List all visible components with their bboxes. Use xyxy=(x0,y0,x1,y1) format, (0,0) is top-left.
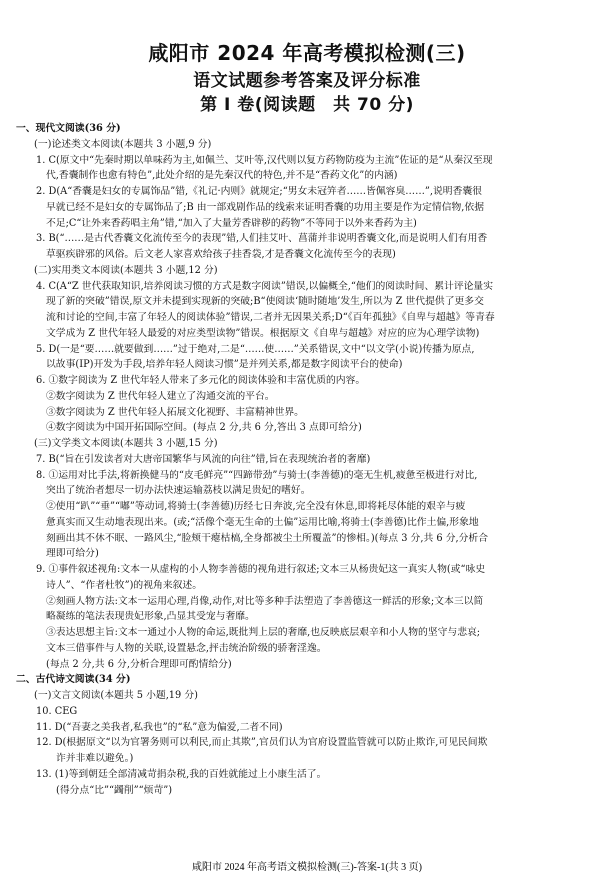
document-title: 咸阳市 2024 年高考模拟检测(三) xyxy=(148,41,466,65)
answer-line: 文本三借事件与人物的关联,设置悬念,抨击统治阶级的骄奢淫逸。 xyxy=(46,642,327,654)
answer-line: 草驱疾辟邪的风俗。后文老人家喜欢给孩子挂香袋,才是香囊文化流传至今的表现) xyxy=(46,249,396,260)
answer-line: ③数字阅读为 Z 世代年轻人拓展文化视野、丰富精神世界。 xyxy=(46,406,304,418)
answer-line: 3. B(“……是古代香囊文化流传至今的表现”错,人们挂艾叶、菖蒲并非说明香囊文化,而是说明人们有用香 xyxy=(36,233,488,245)
answer-line: 早就已经不是妇女的专属饰品了;B 由一部戏剧作品的线索来证明香囊的功用主要是作为定情信物,依据 xyxy=(46,201,484,213)
answer-line: 4. C(A“Z 世代获取知识,培养阅读习惯的方式是数字阅读”错误,以偏概全,“他们的阅读时间、累计评论量实 xyxy=(36,280,494,292)
answer-line: 理即可给分) xyxy=(46,548,99,560)
answer-line: ②刻画人物方法:文本一运用心理,肖像,动作,对比等多种手法塑造了李善德这一鲜活的形象;文本三以简 xyxy=(46,595,484,607)
answer-line: 8. ①运用对比手法,将新换健马的“皮毛鲜亮”“四蹄带劲”与骑士(李善德)的毫无生机,疲惫至极进行对比, xyxy=(36,469,478,481)
page-footer: 咸阳市 2024 年高考语文模拟检测(三)-答案-1(共 3 页) xyxy=(192,862,422,873)
answer-line: 1. C(原文中“先秦时期以单味药为主,如佩兰、艾叶等,汉代则以复方药物防疫为主流”佐证的是“从秦汉至现 xyxy=(36,154,493,166)
answer-line: 突出了统治者想尽一切办法快速运输荔枝以满足贵妃的嗜好。 xyxy=(46,485,311,497)
answer-line: 13. (1)等到朝廷全部清减苛捐杂税,我的百姓就能过上小康生活了。 xyxy=(36,768,327,780)
answer-line: 以故事(IP)开发为手段,培养年轻人阅读习惯”是并列关系,都是数字阅读平台的使命) xyxy=(46,359,403,371)
answer-line: 11. D(“吾妻之美我者,私我也”的“私”意为偏爱,二者不同) xyxy=(36,721,283,733)
answer-line: 略凝练的笔法表现贵妃形象,凸显其受宠与奢靡。 xyxy=(46,611,255,623)
answer-line: 2. D(A“香囊是妇女的专属饰品”错,《礼记·内则》就规定;“男女未冠笄者……皆佩容臭……”,说明香囊很 xyxy=(36,186,482,197)
section-heading: 一、现代文阅读(36 分) xyxy=(16,123,121,134)
subsection-heading: (三)文学类文本阅读(本题共 3 小题,15 分) xyxy=(34,438,218,449)
subsection-heading: (二)实用类文本阅读(本题共 3 小题,12 分) xyxy=(34,264,218,276)
document-subtitle: 语文试题参考答案及评分标准 xyxy=(193,71,421,91)
answer-line: (得分点“比”“蠲削”“烦苛”) xyxy=(56,784,173,796)
answer-line: ④数字阅读为中国开拓国际空间。(每点 2 分,共 6 分,答出 3 点即可给分) xyxy=(46,422,362,434)
answer-line: 诗人”、“作者杜牧”)的视角来叙述。 xyxy=(46,579,203,591)
section-heading-volume: 第 I 卷(阅读题 共 70 分) xyxy=(200,95,414,115)
answer-line: 不足;C“让外来香药唱主角”错,“加入了大量芳香辟秽的药物”不等同于以外来香药为主) xyxy=(46,217,417,229)
section-heading: 二、古代诗文阅读(34 分) xyxy=(16,674,131,686)
answer-line: 7. B(“旨在引发读者对大唐帝国繁华与风流的向往”错,旨在表现统治者的奢靡) xyxy=(36,453,371,465)
answer-line: 5. D(一是“要……就要做到……”过于绝对,二是“……使……”关系错误,文中“以文学(小说)传播为原点, xyxy=(36,343,475,355)
answer-line: 6. ①数字阅读为 Z 世代年轻人带来了多元化的阅读体验和丰富优质的内容。 xyxy=(36,375,366,386)
answer-line: 9. ①事件叙述视角:文本一从虚构的小人物李善德的视角进行叙述;文本三从杨贵妃这一真实人物(或“咏史 xyxy=(36,564,486,575)
answer-line: 惫真实而又生动地表现出来。(或;“活像个毫无生命的土偏”运用比喻,将骑士(李善德)比作土偏,形象地 xyxy=(46,516,479,528)
answer-line: 现了新的突破”错误,原文并未提到实现新的突破;B“使阅读‘随时随地’发生,所以为 Z 世代提供了更多交 xyxy=(46,296,484,308)
answer-line: 诈并非难以避免。) xyxy=(56,753,134,764)
answer-line: ③表达思想主旨:文本一通过小人物的命运,既批判上层的奢靡,也反映底层艰辛和小人物的坚守与悲哀; xyxy=(46,627,481,638)
answer-line: ②使用“趴”“垂”“嘟”等动词,将骑士(李善德)历经七日奔波,完全没有休息,即将耗尽体能的艰辛与疲 xyxy=(46,501,466,512)
answer-line: (每点 2 分,共 6 分,分析合理即可酌情给分) xyxy=(46,658,232,670)
answer-body xyxy=(16,121,598,798)
subsection-heading: (一)论述类文本阅读(本题共 3 小题,9 分) xyxy=(34,138,212,150)
subsection-heading: (一)文言文阅读(本题共 5 小题,19 分) xyxy=(34,690,199,701)
answer-line: ②数字阅读为 Z 世代年轻人建立了沟通交流的平台。 xyxy=(46,390,275,402)
answer-line: 刻画出其不休不眠、一路风尘,“脸颊干瘪枯槁,全身都被尘土所覆盖”的惨相。)(每点 3 分,共 6 分,分析合 xyxy=(46,532,489,544)
answer-line: 12. D(根据原文“以为官署务则可以利民,而止其欺”,官员们认为官府设置监管就可以防止欺诈,可见民间欺 xyxy=(36,737,488,749)
answer-line: 文学成为 Z 世代年轻人最爱的对应类型读物”错误。根据原文《自卑与超越》对应的应为心理学读物) xyxy=(46,327,480,339)
answer-line: 代,香囊制作也愈有特色”,此处介绍的是先秦汉代的特色,并不是“香药文化”的内涵) xyxy=(46,170,398,182)
answer-line: 流和讨论的空间,丰富了年轻人的阅读体验”错误,二者并无因果关系;D“《百年孤独》《自卑与超越》等青春 xyxy=(46,312,495,323)
answer-line: 10. CEG xyxy=(36,705,78,717)
